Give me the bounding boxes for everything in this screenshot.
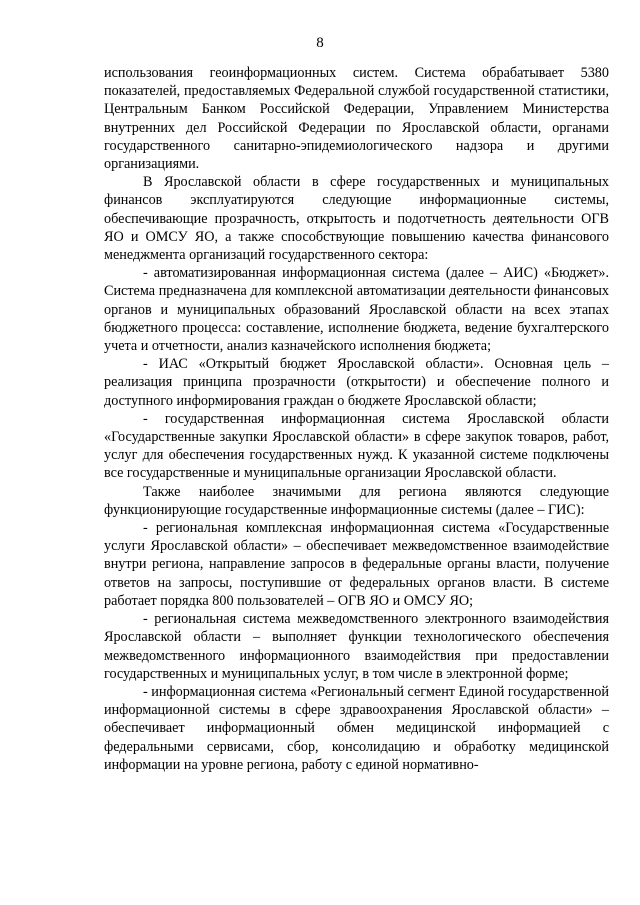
- paragraph-4: - ИАС «Открытый бюджет Ярославской области». Основная цель – реализация принципа прозрачности (открытости) и обеспечение полного и доступного информирования граждан о бюджете Ярославской области;: [104, 356, 609, 409]
- document-body: [104, 64, 609, 774]
- paragraph-1: использования геоинформационных систем. Система обрабатывает 5380 показателей, предоставляемых Федеральной службой государственной статистики, Центральным Банком Российской Федерации, Управлением Министерства внутренних дел Российской Федерации по Ярославской области, органами государственного санитарно-эпидемиологического надзора и другими организациями.: [104, 65, 609, 173]
- paragraph-5: - государственная информационная система Ярославской области «Государственные закупки Ярославской области» в сфере закупок товаров, работ, услуг для обеспечения государственных нужд. К указанной системе подключены все государственные и муниципальные организации Ярославской области.: [104, 410, 609, 482]
- page-number: 8: [316, 35, 324, 51]
- paragraph-9: - информационная система «Региональный сегмент Единой государственной информационной системы в сфере здравоохранения Ярославской области» – обеспечивает информационный обмен медицинской информацией с федеральными сервисами, сбор, консолидацию и обработку медицинской информации на уровне региона, работу с единой нормативно-: [104, 683, 609, 773]
- paragraph-3: - автоматизированная информационная система (далее – АИС) «Бюджет». Система предназначена для комплексной автоматизации деятельности финансовых органов и муниципальных образований Ярославской области на всех этапах бюджетного процесса: составление, исполнение бюджета, ведение бухгалтерского учета и отчетности, анализ казначейского исполнения бюджета;: [104, 265, 609, 355]
- paragraph-6: Также наиболее значимыми для региона являются следующие функционирующие государственные информационные системы (далее – ГИС):: [104, 483, 609, 518]
- paragraph-7: - региональная комплексная информационная система «Государственные услуги Ярославской области» – обеспечивает межведомственное взаимодействие внутри региона, направление запросов в федеральные органы власти, получение ответов на запросы, поступившие от федеральных органов власти. В системе работает порядка 800 пользователей – ОГВ ЯО и ОМСУ ЯО;: [104, 520, 609, 609]
- paragraph-2: В Ярославской области в сфере государственных и муниципальных финансов эксплуатируются следующие информационные системы, обеспечивающие прозрачность, открытость и подотчетность деятельности ОГВ ЯО и ОМСУ ЯО, а также способствующие повышению качества финансового менеджмента организаций государственного сектора:: [104, 174, 609, 264]
- paragraph-8: - региональная система межведомственного электронного взаимодействия Ярославской области – выполняет функции технологического обеспечения межведомственного информационного взаимодействия при предоставлении государственных и муниципальных услуг, в том числе в электронной форме;: [104, 611, 609, 682]
